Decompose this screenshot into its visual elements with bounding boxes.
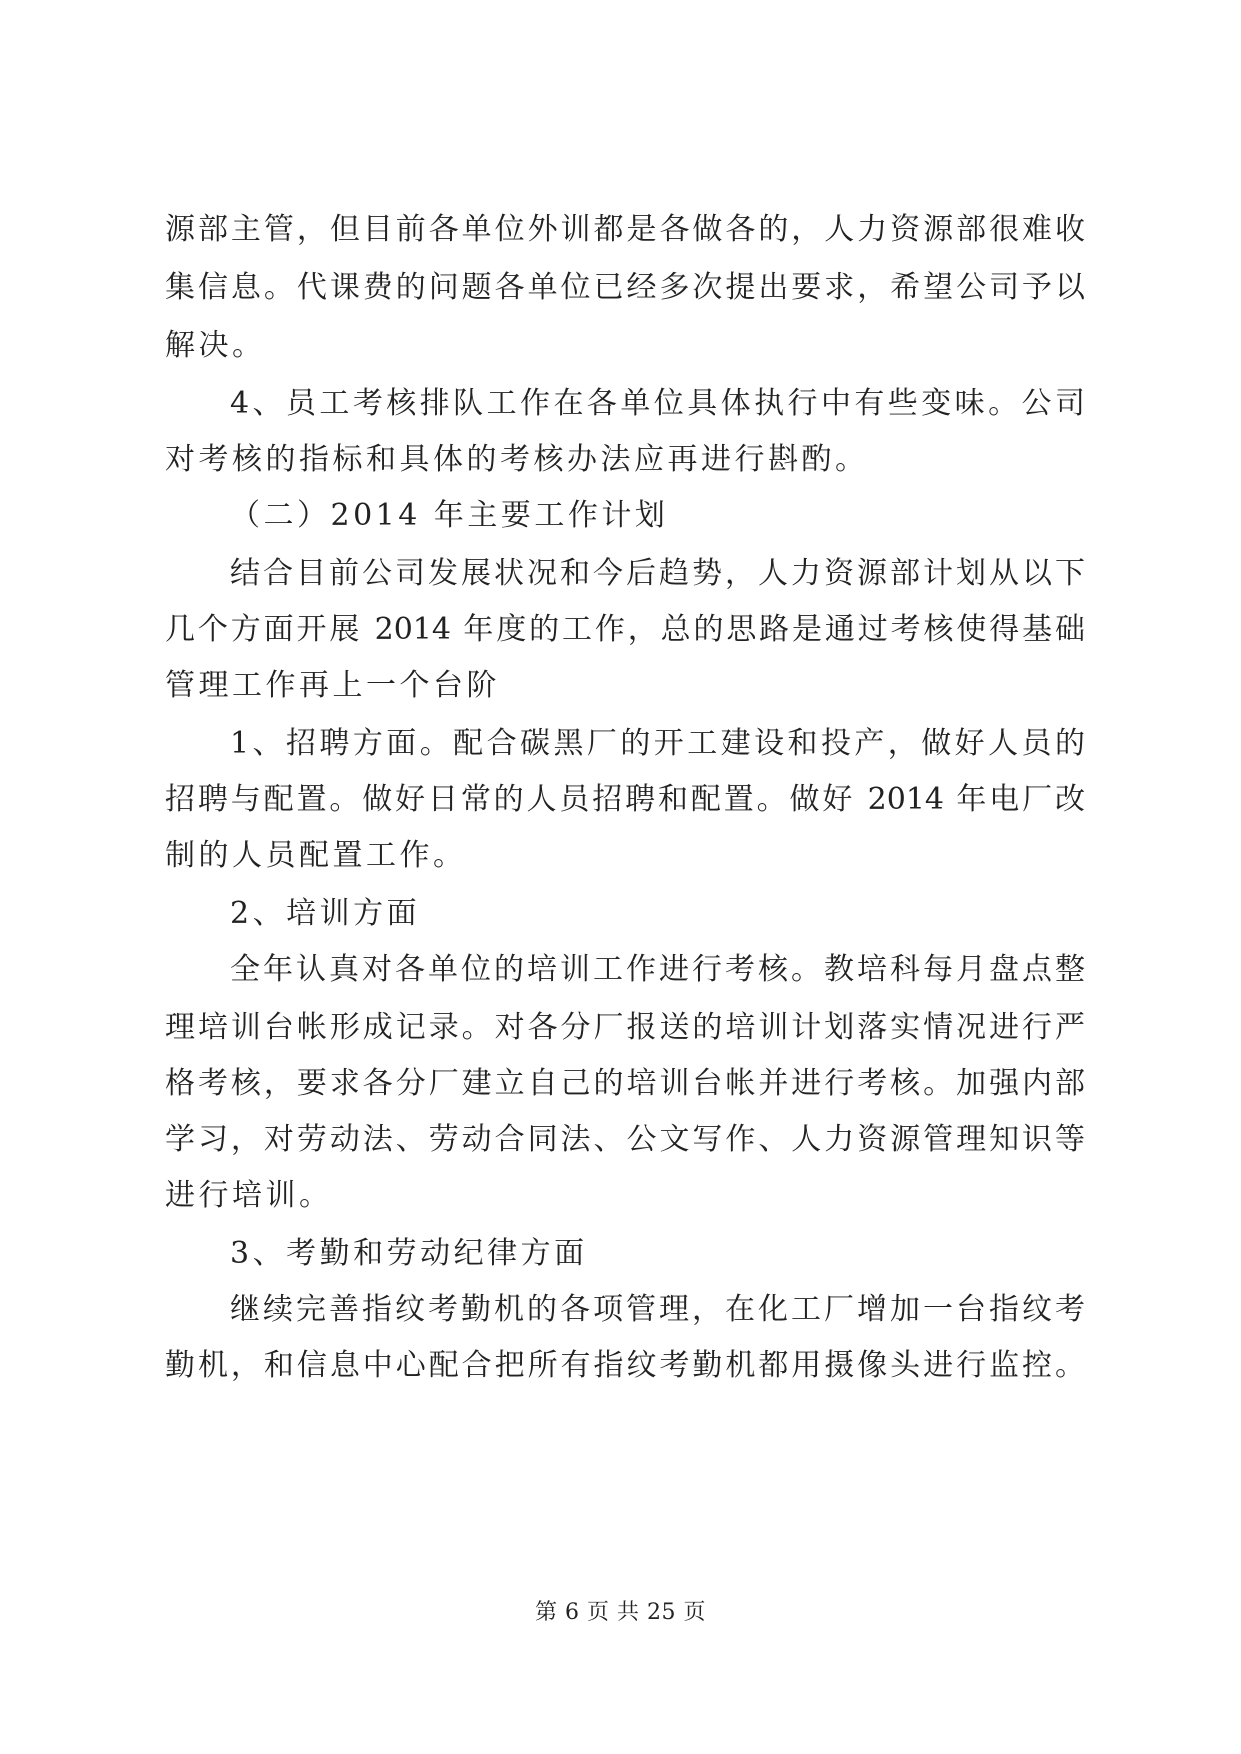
paragraph-line: 管理工作再上一个台阶 [165,668,500,703]
paragraph-line: 学习，对劳动法、劳动合同法、公文写作、人力资源管理知识等 [165,1122,1085,1157]
paragraph-line: 继续完善指纹考勤机的各项管理，在化工厂增加一台指纹考 [230,1292,1085,1327]
paragraph-line: 对考核的指标和具体的考核办法应再进行斟酌。 [165,442,869,477]
paragraph-line: 理培训台帐形成记录。对各分厂报送的培训计划落实情况进行严 [165,1010,1085,1045]
subsection-heading: 2、培训方面 [230,896,421,931]
paragraph-line: 解决。 [165,328,266,363]
paragraph-line: 招聘与配置。做好日常的人员招聘和配置。做好 2014 年电厂改 [165,782,1085,817]
paragraph-line: 格考核，要求各分厂建立自己的培训台帐并进行考核。加强内部 [165,1066,1085,1101]
paragraph-line: 制的人员配置工作。 [165,838,467,873]
paragraph-line: 全年认真对各单位的培训工作进行考核。教培科每月盘点整 [230,952,1085,987]
paragraph-line: 进行培训。 [165,1178,333,1213]
section-heading: （二）2014 年主要工作计划 [230,498,669,533]
paragraph-line: 勤机，和信息中心配合把所有指纹考勤机都用摄像头进行监控。 [165,1348,1085,1383]
paragraph-line: 4、员工考核排队工作在各单位具体执行中有些变味。公司 [230,386,1085,421]
paragraph-line: 几个方面开展 2014 年度的工作，总的思路是通过考核使得基础 [165,612,1085,647]
paragraph-line: 1、招聘方面。配合碳黑厂的开工建设和投产，做好人员的 [230,726,1085,761]
subsection-heading: 3、考勤和劳动纪律方面 [230,1236,588,1271]
paragraph-line: 结合目前公司发展状况和今后趋势，人力资源部计划从以下 [230,556,1085,591]
page-footer: 第 6 页 共 25 页 [535,1600,706,1625]
paragraph-line: 集信息。代课费的问题各单位已经多次提出要求，希望公司予以 [165,270,1085,305]
paragraph-line: 源部主管，但目前各单位外训都是各做各的，人力资源部很难收 [165,212,1085,247]
